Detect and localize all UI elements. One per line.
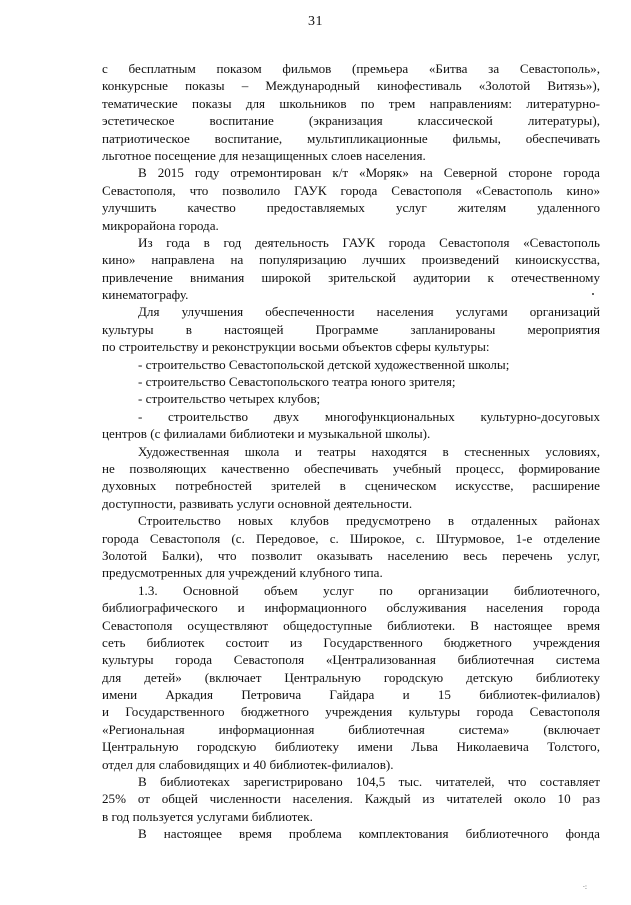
text-line: для детей» (включает Центральную городскую детскую библиотеку	[102, 669, 600, 685]
text-line: отдел для слабовидящих и 40 библиотек-филиалов).	[102, 756, 394, 772]
text-line: библиографического и информационного обслуживания населения города	[102, 600, 600, 616]
text-line: улучшить качество предоставляемых услуг жителям удаленного	[102, 200, 600, 216]
text-line: В настоящее время проблема комплектования библиотечного фонда	[138, 826, 600, 842]
text-line: - строительство двух многофункциональных культурно-досуговых	[138, 408, 600, 424]
text-line: центров (с филиалами библиотеки и музыкальной школы).	[102, 426, 431, 442]
text-line: не позволяющих качественно обеспечивать учебный процесс, формирование	[102, 460, 600, 476]
text-line: Севастополя осуществляют общедоступные библиотеки. В настоящее время	[102, 617, 600, 633]
text-line: льготное посещение для незащищенных слоев населения.	[102, 147, 426, 163]
text-line: с бесплатным показом фильмов (премьера «Битва за Севастополь»,	[102, 61, 600, 76]
text-line: привлечение внимания широкой зрительской аудитории к отечественному	[102, 269, 600, 285]
list-item: - строительство Севастопольской детской художественной школы;	[138, 356, 510, 372]
text-line: и Государственного бюджетного учреждения культуры города Севастополя	[102, 704, 600, 720]
text-line: эстетическое воспитание (экранизация классической литературы),	[102, 113, 600, 129]
text-line: 25% от общей численности населения. Каждый из читателей около 10 раз	[102, 791, 600, 807]
text-line: в год пользуется услугами библиотек.	[102, 808, 313, 824]
text-line: Из года в год деятельность ГАУК города Севастополя «Севастополь	[138, 234, 600, 250]
text-line: кино» направлена на популяризацию лучших произведений киноискусства,	[102, 252, 600, 268]
text-line: В 2015 году отремонтирован к/т «Моряк» на Северной стороне города	[138, 165, 600, 181]
text-line: доступности, развивать услуги основной деятельности.	[102, 495, 413, 511]
page-number: 31	[308, 14, 323, 29]
text-line: 1.3. Основной объем услуг по организации библиотечного,	[138, 582, 600, 598]
text-line: тематические показы для школьников по трем направлениям: литературно-	[102, 95, 600, 111]
text-line: сеть библиотек состоит из Государственного бюджетного учреждения	[102, 634, 600, 650]
text-line: Художественная школа и театры находятся в стесненных условиях,	[138, 443, 600, 459]
list-item: - строительство Севастопольского театра юного зрителя;	[138, 374, 456, 390]
text-line: культуры города Севастополя «Централизованная библиотечная система	[102, 652, 600, 668]
list-item: - строительство четырех клубов;	[138, 391, 321, 407]
text-line: имени Аркадия Петровича Гайдара и 15 библиотек-филиалов)	[102, 687, 600, 703]
text-line: города Севастополя (с. Передовое, с. Широкое, с. Штурмовое, 1-е отделение	[102, 530, 600, 546]
text-line: Севастополя, что позволило ГАУК города Севастополя «Севастополь кино»	[102, 182, 600, 198]
text-line: конкурсные показы – Международный кинофестиваль «Золотой Витязь»),	[102, 78, 600, 94]
text-line: по строительству и реконструкции восьми объектов сферы культуры:	[102, 339, 490, 355]
text-line: микрорайона города.	[102, 217, 219, 233]
text-line: предусмотренных для учреждений клубного типа.	[102, 565, 383, 581]
document-body	[102, 60, 600, 843]
text-line: культуры в настоящей Программе запланированы мероприятия	[102, 321, 600, 337]
text-line: «Региональная информационная библиотечная система» (включает	[102, 721, 600, 737]
corner-scan-mark: ·:	[582, 883, 587, 891]
text-line: духовных потребностей зрителей в сценическом искусстве, расширение	[102, 478, 600, 494]
scan-speck	[592, 293, 594, 295]
text-line: Строительство новых клубов предусмотрено в отдаленных районах	[138, 513, 600, 529]
text-line: В библиотеках зарегистрировано 104,5 тыс. читателей, что составляет	[138, 774, 600, 790]
text-line: кинематографу.	[102, 287, 189, 303]
text-line: Золотой Балки), что позволит оказывать населению весь перечень услуг,	[102, 547, 600, 563]
text-line: патриотическое воспитание, мультипликационные фильмы, обеспечивать	[102, 130, 600, 146]
text-line: Центральную городскую библиотеку имени Льва Николаевича Толстого,	[102, 739, 600, 755]
text-line: Для улучшения обеспеченности населения услугами организаций	[138, 304, 600, 320]
